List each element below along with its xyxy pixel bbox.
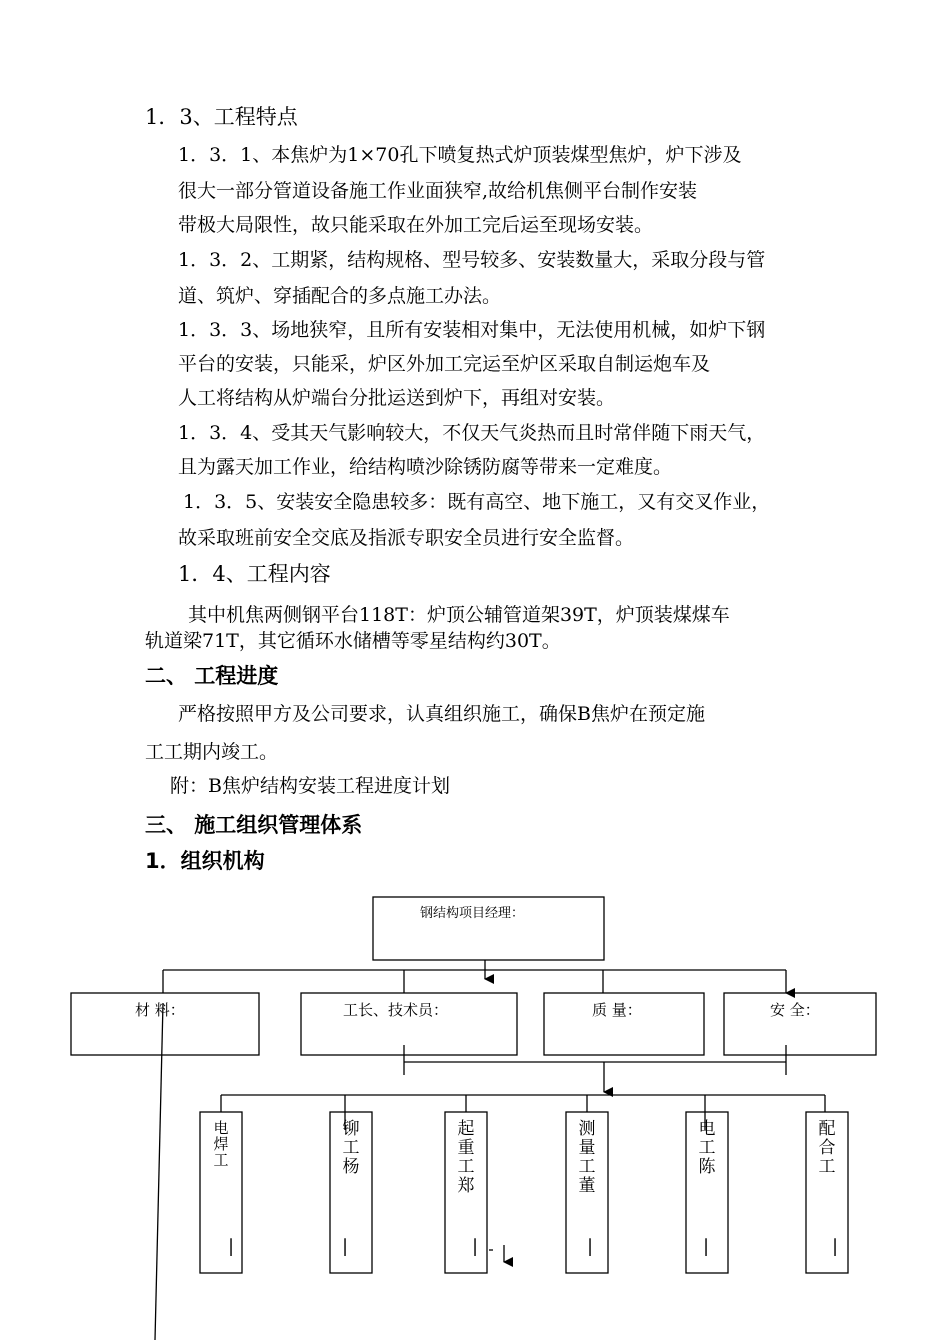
section-2-title: 二、 工程进度 bbox=[145, 664, 279, 688]
paragraph-line: 工工期内竣工。 bbox=[145, 741, 279, 763]
worker-surveyor: 测量工董 bbox=[578, 1119, 596, 1196]
org-materials-label: 材 料： bbox=[135, 1001, 185, 1019]
paragraph-line: 严格按照甲方及公司要求，认真组织施工，确保B焦炉在预定施 bbox=[178, 703, 705, 725]
section-3-title: 三、 施工组织管理体系 bbox=[145, 813, 363, 837]
paragraph-line: 且为露天加工作业，给结构喷沙除锈防腐等带来一定难度。 bbox=[178, 456, 673, 478]
paragraph-line: 带极大局限性，故只能采取在外加工完后运至现场安装。 bbox=[178, 214, 654, 236]
org-quality-label: 质 量： bbox=[592, 1001, 642, 1019]
org-safety-label: 安 全： bbox=[770, 1001, 820, 1019]
worker-electrician: 电 工陈 bbox=[698, 1119, 733, 1177]
paragraph-line: 1．3．3、场地狭窄，且所有安装相对集中，无法使用机械，如炉下钢 bbox=[178, 319, 766, 341]
worker-rigger: 起重工郑 bbox=[457, 1119, 475, 1196]
paragraph-line: 人工将结构从炉端台分批运送到炉下，再组对安装。 bbox=[178, 387, 616, 409]
section-1-3-title: 1．3、工程特点 bbox=[145, 105, 298, 129]
worker-bar: | bbox=[228, 1236, 235, 1257]
paragraph-line: 1．3．5、安装安全隐患较多：既有高空、地下施工，又有交叉作业， bbox=[183, 491, 771, 513]
paragraph-line: 轨道梁71T，其它循环水储槽等零星结构约30T。 bbox=[145, 630, 561, 652]
worker-bar: | bbox=[832, 1236, 839, 1257]
org-top-label: 钢结构项目经理： bbox=[420, 906, 525, 921]
worker-riveter: 铆 工杨 bbox=[342, 1119, 377, 1177]
paragraph-line: 道、筑炉、穿插配合的多点施工办法。 bbox=[178, 285, 502, 307]
paragraph-line: 其中机焦两侧钢平台118T：炉顶公辅管道架39T，炉顶装煤煤车 bbox=[188, 604, 730, 626]
worker-bar: | bbox=[472, 1236, 479, 1257]
section-1-4-title: 1．4、工程内容 bbox=[178, 562, 331, 586]
paragraph-line: 1．3．1、本焦炉为1×70孔下喷复热式炉顶装煤型焦炉，炉下涉及 bbox=[178, 144, 742, 166]
attachment-note: 附：B焦炉结构安装工程进度计划 bbox=[170, 775, 450, 797]
worker-helper: 配合工 bbox=[818, 1119, 836, 1177]
paragraph-line: 1．3．2、工期紧，结构规格、型号较多、安装数量大，采取分段与管 bbox=[178, 249, 766, 271]
paragraph-line: 平台的安装，只能采，炉区外加工完运至炉区采取自制运炮车及 bbox=[178, 353, 711, 375]
paragraph-line: 很大一部分管道设备施工作业面狭窄,故给机焦侧平台制作安装 bbox=[178, 180, 698, 202]
subsection-title: 1．组织机构 bbox=[145, 849, 265, 873]
worker-bar: | bbox=[342, 1236, 349, 1257]
worker-bar: | bbox=[587, 1236, 594, 1257]
worker-welder: 电焊工 bbox=[213, 1119, 229, 1169]
paragraph-line: 故采取班前安全交底及指派专职安全员进行安全监督。 bbox=[178, 527, 635, 549]
org-foreman-label: 工长、技术员： bbox=[343, 1001, 449, 1019]
worker-bar: | bbox=[703, 1236, 710, 1257]
paragraph-line: 1．3．4、受其天气影响较大，不仅天气炎热而且时常伴随下雨天气， bbox=[178, 422, 766, 444]
